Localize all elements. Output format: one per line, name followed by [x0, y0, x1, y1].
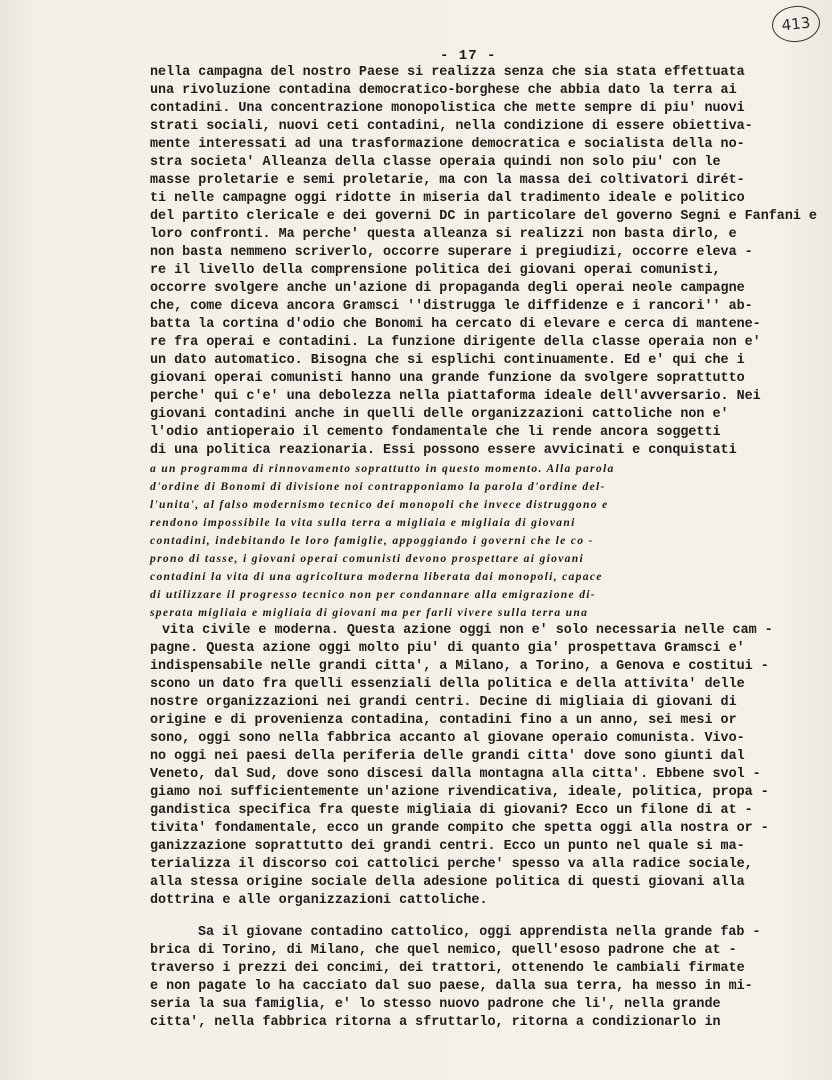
- text-line: giovani operai comunisti hanno una grande funzione da svolgere soprattutto: [150, 371, 745, 386]
- text-line: che, come diceva ancora Gramsci ''distrugga le diffidenze e i rancori'' ab-: [150, 299, 753, 314]
- text-line: non basta nemmeno scriverlo, occorre superare i pregiudizi, occorre eleva -: [150, 245, 753, 260]
- text-line: di una politica reazionaria. Essi possono essere avvicinati e conquistati: [150, 443, 737, 458]
- text-line: sono, oggi sono nella fabbrica accanto al giovane operaio comunista. Vivo-: [150, 731, 745, 746]
- text-line: del partito clericale e dei governi DC in particolare del governo Segni e Fanfani e: [150, 209, 817, 224]
- text-line: batta la cortina d'odio che Bonomi ha cercato di elevare e cerca di mantene-: [150, 317, 761, 332]
- text-line: brica di Torino, di Milano, che quel nemico, quell'esoso padrone che at -: [150, 943, 737, 958]
- text-line: alla stessa origine sociale della adesione politica di questi giovani alla: [150, 875, 745, 890]
- text-line: ganizzazione soprattutto dei grandi centri. Ecco un punto nel quale si ma-: [150, 839, 745, 854]
- italic-text-line: d'ordine di Bonomi di divisione noi contrapponiamo la parola d'ordine del-: [150, 480, 606, 493]
- text-line: stra societa' Alleanza della classe operaia quindi non solo piu' con le: [150, 155, 721, 170]
- italic-text-line: sperata migliaia e migliaia di giovani ma per farli vivere sulla terra una: [150, 606, 589, 619]
- archive-number-stamp: [770, 4, 822, 45]
- italic-text-line: contadini, indebitando le loro famiglie, appoggiando i governi che le co -: [150, 534, 594, 547]
- text-line: loro confronti. Ma perche' questa alleanza si realizzi non basta dirlo, e: [150, 227, 737, 242]
- text-line: Veneto, dal Sud, dove sono discesi dalla montagna alla citta'. Ebbene svol -: [150, 767, 761, 782]
- paragraph-gap: [150, 910, 790, 924]
- text-line: indispensabile nelle grandi citta', a Milano, a Torino, a Genova e costitui -: [150, 659, 769, 674]
- text-line: pagne. Questa azione oggi molto piu' di quanto gia' prospettava Gramsci e': [150, 641, 745, 656]
- text-line: nella campagna del nostro Paese si realizza senza che sia stata effettuata: [150, 65, 745, 80]
- text-line: gandistica specifica fra queste migliaia di giovani? Ecco un filone di at -: [150, 803, 753, 818]
- text-line: giovani contadini anche in quelli delle organizzazioni cattoliche non e': [150, 407, 729, 422]
- italic-text-line: rendono impossibile la vita sulla terra a migliaia e migliaia di giovani: [150, 516, 576, 529]
- text-line: l'odio antioperaio il cemento fondamentale che li rende ancora soggetti: [150, 425, 721, 440]
- italic-text-line: a un programma di rinnovamento soprattutto in questo momento. Alla parola: [150, 462, 615, 475]
- text-line: strati sociali, nuovi ceti contadini, nella condizione di essere obiettiva-: [150, 119, 753, 134]
- text-line: re fra operai e contadini. La funzione dirigente della classe operaia non e': [150, 335, 761, 350]
- text-line: seria la sua famiglia, e' lo stesso nuovo padrone che li', nella grande: [150, 997, 721, 1012]
- text-line: e non pagate lo ha cacciato dal suo paese, dalla sua terra, ha messo in mi-: [150, 979, 753, 994]
- text-line: mente interessati ad una trasformazione democratica e socialista della no-: [150, 137, 745, 152]
- text-line: nostre organizzazioni nei grandi centri. Decine di migliaia di giovani di: [150, 695, 737, 710]
- text-line: un dato automatico. Bisogna che si esplichi continuamente. Ed e' qui che i: [150, 353, 745, 368]
- text-line: dottrina e alle organizzazioni cattoliche.: [150, 893, 488, 908]
- text-line: citta', nella fabbrica ritorna a sfruttarlo, ritorna a condizionarlo in: [150, 1015, 721, 1030]
- body-text: [150, 64, 817, 1032]
- text-line: Sa il giovane contadino cattolico, oggi apprendista nella grande fab -: [198, 925, 761, 940]
- text-line: perche' qui c'e' una debolezza nella piattaforma ideale dell'avversario. Nei: [150, 389, 761, 404]
- italic-text-line: l'unita', al falso modernismo tecnico dei monopoli che invece distruggono e: [150, 498, 609, 511]
- page-number: - 17 -: [440, 48, 497, 64]
- text-line: occorre svolgere anche un'azione di propaganda degli operai neole campagne: [150, 281, 745, 296]
- italic-text-line: di utilizzare il progresso tecnico non per condannare alla emigrazione di-: [150, 588, 596, 601]
- text-line: contadini. Una concentrazione monopolistica che mette sempre di piu' nuovi: [150, 101, 745, 116]
- italic-text-line: contadini la vita di una agricoltura moderna liberata dai monopoli, capace: [150, 570, 603, 583]
- text-line: origine e di provenienza contadina, contadini fino a un anno, sei mesi or: [150, 713, 737, 728]
- text-line: scono un dato fra quelli essenziali della politica e della attivita' delle: [150, 677, 745, 692]
- text-line: tivita' fondamentale, ecco un grande compito che spetta oggi alla nostra or -: [150, 821, 769, 836]
- text-line: una rivoluzione contadina democratico-borghese che abbia dato la terra ai: [150, 83, 737, 98]
- text-line: masse proletarie e semi proletarie, ma con la massa dei coltivatori dirét-: [150, 173, 745, 188]
- text-line: giamo noi sufficientemente un'azione rivendicativa, ideale, politica, propa -: [150, 785, 769, 800]
- text-line: traverso i prezzi dei concimi, dei trattori, ottenendo le cambiali firmate: [150, 961, 745, 976]
- text-line: no oggi nei paesi della periferia delle grandi citta' dove sono giunti dal: [150, 749, 745, 764]
- text-line: ti nelle campagne oggi ridotte in miseria dal tradimento ideale e politico: [150, 191, 745, 206]
- text-line: vita civile e moderna. Questa azione oggi non e' solo necessaria nelle cam -: [162, 623, 773, 638]
- text-line: re il livello della comprensione politica dei giovani operai comunisti,: [150, 263, 721, 278]
- text-line: terializza il discorso coi cattolici perche' spesso va alla radice sociale,: [150, 857, 753, 872]
- italic-text-line: prono di tasse, i giovani operai comunisti devono prospettare ai giovani: [150, 552, 585, 565]
- archive-number: 413: [780, 13, 812, 35]
